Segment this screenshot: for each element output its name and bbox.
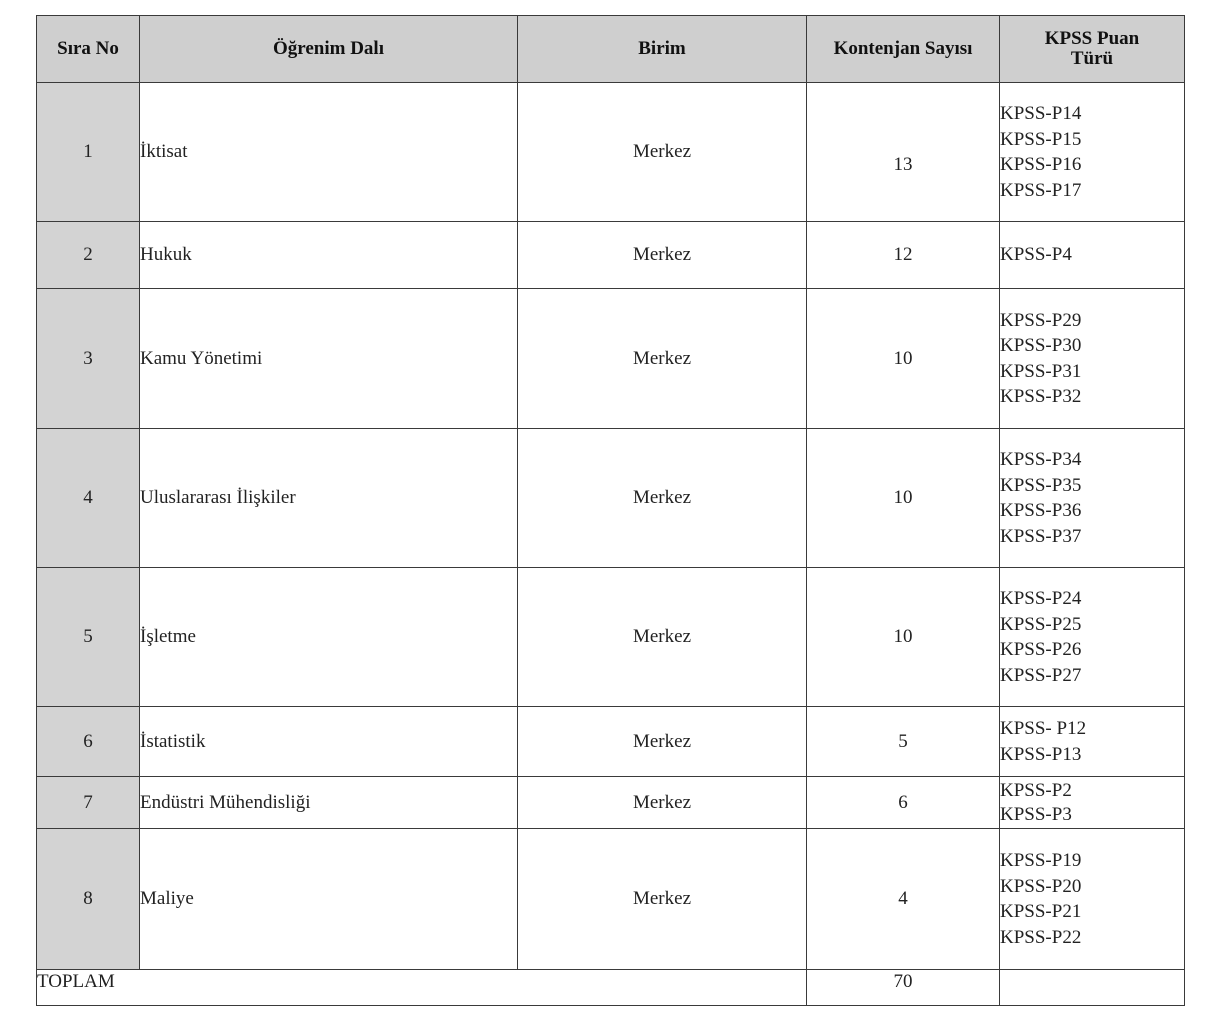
birim-cell: Merkez bbox=[518, 83, 807, 222]
kpss-code: KPSS-P24 bbox=[1000, 588, 1082, 609]
ogrenim-dali-cell: Hukuk bbox=[140, 222, 518, 289]
table-row bbox=[37, 568, 1185, 707]
ogrenim-dali-cell: Uluslararası İlişkiler bbox=[140, 429, 518, 568]
birim-cell: Merkez bbox=[518, 707, 807, 777]
kpss-code: KPSS-P35 bbox=[1000, 474, 1082, 496]
kpss-puan-cell bbox=[1000, 707, 1185, 777]
kpss-puan-cell bbox=[1000, 83, 1185, 222]
header-kpss-line-2: Türü bbox=[1070, 48, 1114, 69]
ogrenim-dali-cell: Kamu Yönetimi bbox=[140, 289, 518, 429]
kpss-code: KPSS-P32 bbox=[1000, 386, 1082, 407]
birim-cell: Merkez bbox=[518, 289, 807, 429]
kpss-code: KPSS-P21 bbox=[1000, 901, 1082, 922]
sira-no-cell: 7 bbox=[37, 777, 140, 829]
table-row bbox=[37, 83, 1185, 222]
kontenjan-table bbox=[36, 15, 1185, 1006]
kontenjan-cell: 10 bbox=[807, 568, 1000, 707]
header-kpss-puan-turu bbox=[1000, 16, 1185, 83]
table-row bbox=[37, 429, 1185, 568]
sira-no-cell: 2 bbox=[37, 222, 140, 289]
table-row bbox=[37, 777, 1185, 829]
birim-cell: Merkez bbox=[518, 568, 807, 707]
header-kpss-line-1: KPSS Puan bbox=[1044, 28, 1140, 49]
kpss-code: KPSS-P25 bbox=[1000, 613, 1082, 635]
kpss-code: KPSS-P13 bbox=[1000, 743, 1082, 765]
birim-cell: Merkez bbox=[518, 222, 807, 289]
kpss-puan-cell bbox=[1000, 829, 1185, 970]
sira-no-cell: 8 bbox=[37, 829, 140, 970]
kpss-puan-cell bbox=[1000, 568, 1185, 707]
kpss-code: KPSS-P19 bbox=[1000, 850, 1082, 871]
sira-no-cell: 6 bbox=[37, 707, 140, 777]
header-sira-no: Sıra No bbox=[37, 16, 140, 83]
table-row bbox=[37, 289, 1185, 429]
sira-no-cell: 5 bbox=[37, 568, 140, 707]
kpss-code: KPSS-P2 bbox=[1000, 779, 1072, 801]
kontenjan-cell: 4 bbox=[807, 829, 1000, 970]
ogrenim-dali-cell: Endüstri Mühendisliği bbox=[140, 777, 518, 829]
birim-cell: Merkez bbox=[518, 777, 807, 829]
toplam-label: TOPLAM bbox=[37, 970, 807, 1006]
table-row bbox=[37, 829, 1185, 970]
kontenjan-cell: 12 bbox=[807, 222, 1000, 289]
kpss-code: KPSS-P29 bbox=[1000, 309, 1082, 331]
birim-cell: Merkez bbox=[518, 429, 807, 568]
kpss-puan-cell bbox=[1000, 429, 1185, 568]
kpss-code: KPSS-P31 bbox=[1000, 360, 1082, 382]
kpss-code: KPSS-P37 bbox=[1000, 525, 1082, 547]
kpss-code: KPSS-P14 bbox=[1000, 103, 1082, 124]
table-row bbox=[37, 707, 1185, 777]
kpss-code: KPSS-P20 bbox=[1000, 875, 1082, 897]
kontenjan-cell: 10 bbox=[807, 289, 1000, 429]
kpss-code: KPSS-P4 bbox=[1000, 244, 1072, 266]
kpss-puan-cell bbox=[1000, 222, 1185, 289]
kontenjan-cell: 13 bbox=[807, 83, 1000, 222]
kpss-code: KPSS-P17 bbox=[1000, 179, 1082, 201]
kontenjan-cell: 10 bbox=[807, 429, 1000, 568]
toplam-empty-cell bbox=[1000, 970, 1185, 1006]
header-ogrenim-dali: Öğrenim Dalı bbox=[140, 16, 518, 83]
kontenjan-cell: 5 bbox=[807, 707, 1000, 777]
kpss-code: KPSS-P16 bbox=[1000, 154, 1082, 175]
kpss-code: KPSS-P3 bbox=[1000, 803, 1072, 825]
kontenjan-cell: 6 bbox=[807, 777, 1000, 829]
header-kontenjan-sayisi: Kontenjan Sayısı bbox=[807, 16, 1000, 83]
kpss-code: KPSS-P26 bbox=[1000, 639, 1082, 660]
sira-no-cell: 4 bbox=[37, 429, 140, 568]
kpss-code: KPSS-P15 bbox=[1000, 128, 1082, 150]
kpss-code: KPSS- P12 bbox=[1000, 718, 1087, 739]
sira-no-cell: 1 bbox=[37, 83, 140, 222]
kpss-code: KPSS-P34 bbox=[1000, 449, 1082, 470]
sira-no-cell: 3 bbox=[37, 289, 140, 429]
header-birim: Birim bbox=[518, 16, 807, 83]
ogrenim-dali-cell: Maliye bbox=[140, 829, 518, 970]
ogrenim-dali-cell: İşletme bbox=[140, 568, 518, 707]
kpss-code: KPSS-P30 bbox=[1000, 335, 1082, 356]
birim-cell: Merkez bbox=[518, 829, 807, 970]
kpss-puan-cell bbox=[1000, 777, 1185, 829]
toplam-kontenjan: 70 bbox=[807, 970, 1000, 1006]
kpss-code: KPSS-P27 bbox=[1000, 664, 1082, 686]
kpss-code: KPSS-P36 bbox=[1000, 500, 1082, 521]
table-row bbox=[37, 222, 1185, 289]
kpss-puan-cell bbox=[1000, 289, 1185, 429]
kpss-code: KPSS-P22 bbox=[1000, 926, 1082, 948]
header-row bbox=[37, 16, 1185, 83]
ogrenim-dali-cell: İstatistik bbox=[140, 707, 518, 777]
ogrenim-dali-cell: İktisat bbox=[140, 83, 518, 222]
total-row bbox=[37, 970, 1185, 1006]
